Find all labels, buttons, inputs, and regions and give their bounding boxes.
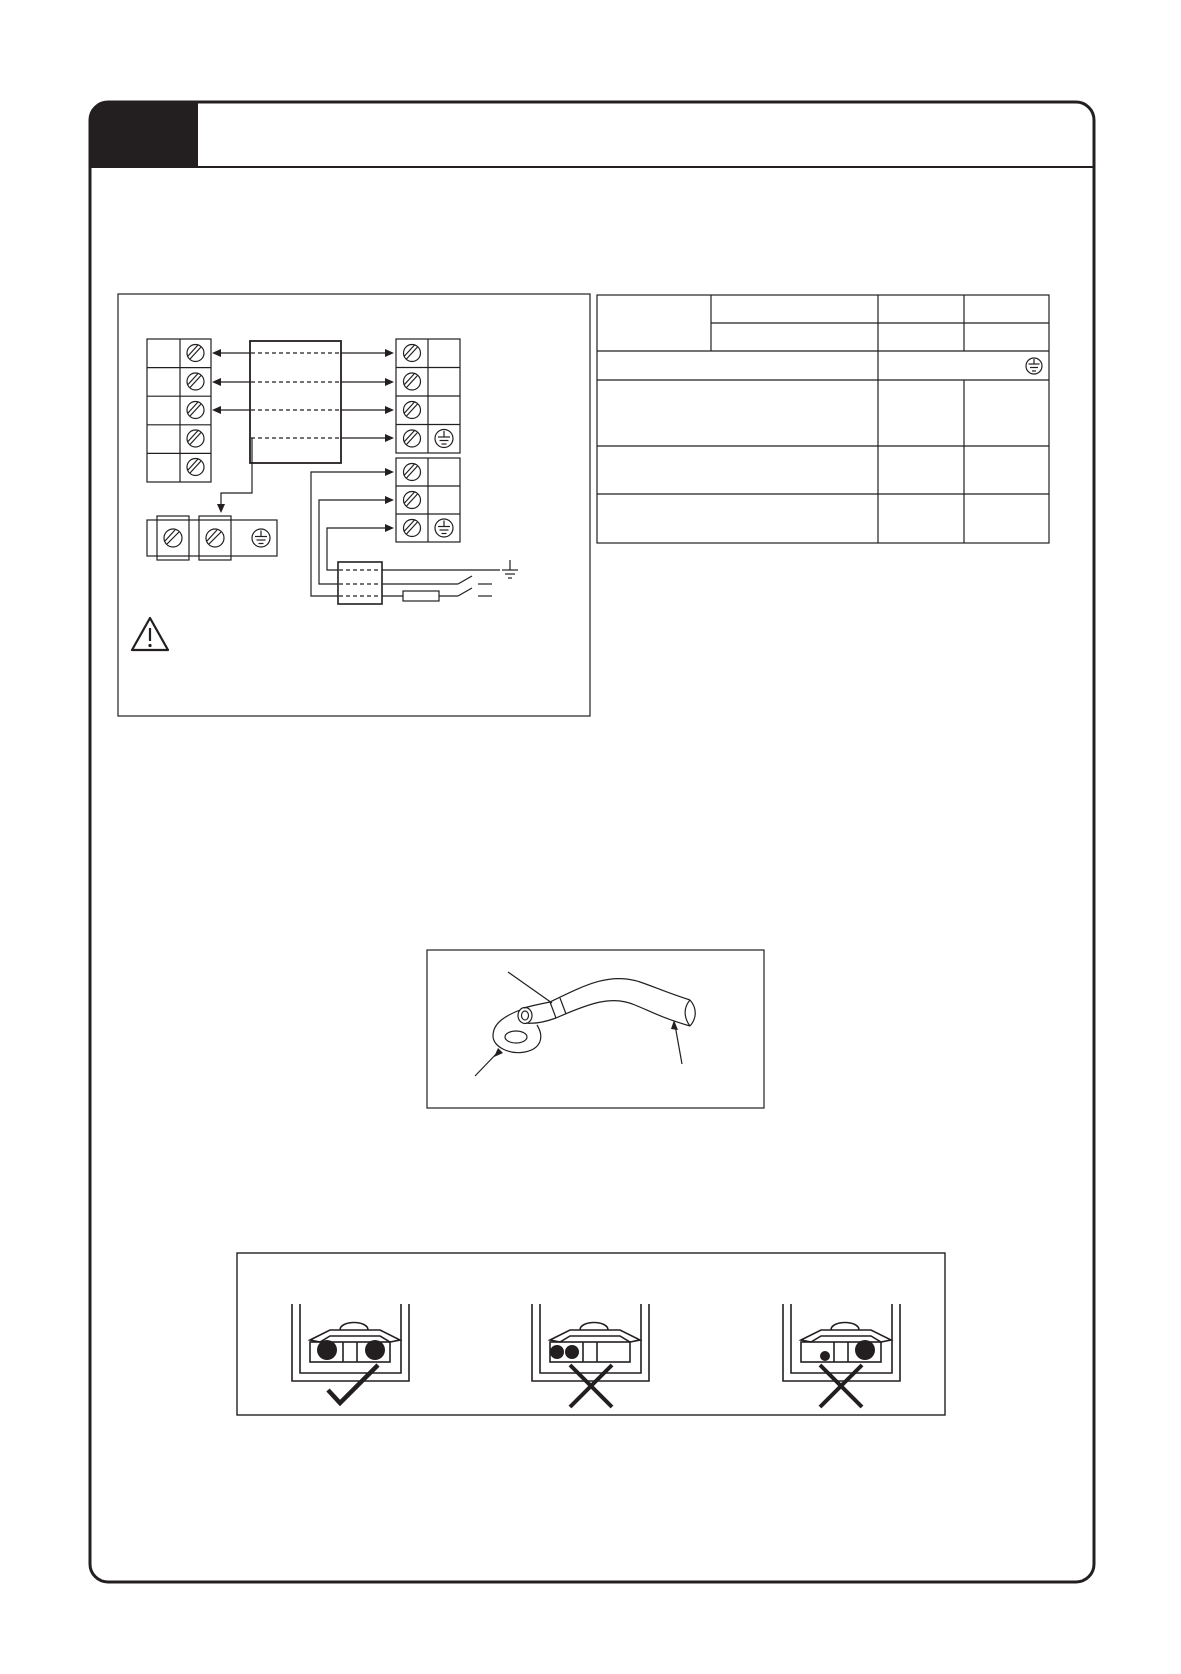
check-icon [328, 1365, 378, 1403]
screw-icon [187, 345, 204, 476]
ground-symbol-icon [435, 430, 453, 448]
connecting-cable-box [250, 341, 341, 463]
page-frame [90, 102, 1094, 1582]
outdoor-terminal-block [396, 339, 460, 453]
ground-terminal-strip [147, 516, 277, 560]
incorrect-connection-icon [783, 1304, 900, 1381]
ground-symbol-icon [502, 560, 518, 578]
ground-symbol-icon [1026, 358, 1042, 374]
warning-triangle-icon [132, 618, 168, 650]
spec-table [597, 295, 1049, 543]
incorrect-connection-icon [532, 1304, 649, 1381]
cross-icon [570, 1365, 612, 1407]
power-supply-wiring [311, 468, 500, 604]
correct-connection-icon [292, 1304, 409, 1381]
wiring-diagram [118, 294, 590, 716]
ring-terminal-figure [427, 950, 764, 1108]
wiring-arrows [214, 353, 390, 508]
screw-icon [404, 464, 421, 537]
arrowheads [212, 349, 394, 513]
cross-icon [820, 1365, 862, 1407]
ground-symbol-icon [435, 519, 453, 537]
callout-leaders [475, 972, 682, 1076]
leader-arrowheads [494, 1020, 678, 1057]
section-tab [90, 102, 198, 168]
ring-terminal-illustration [493, 979, 695, 1053]
